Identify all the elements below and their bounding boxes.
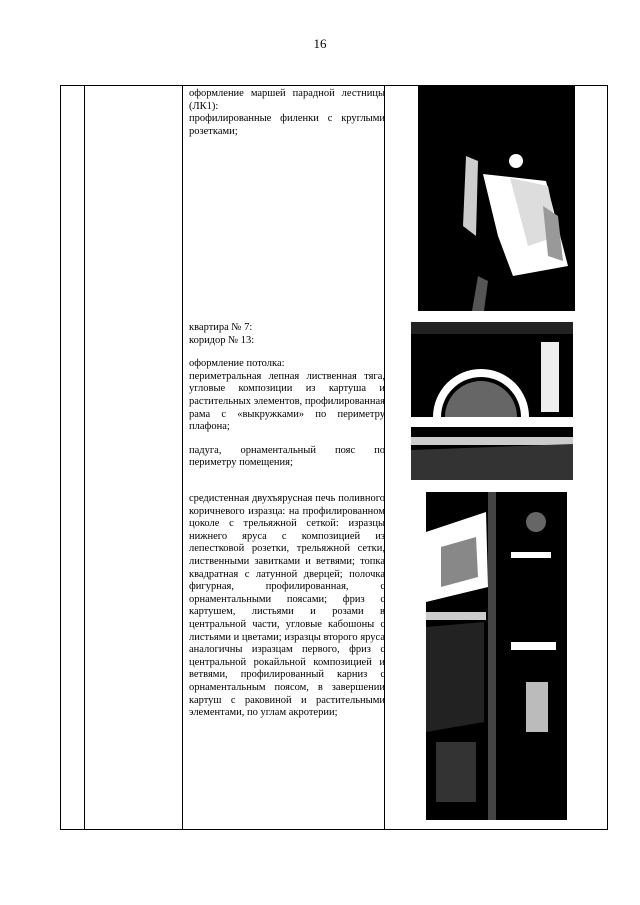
column-divider: [84, 86, 85, 829]
staircase-description: [189, 88, 385, 149]
column-divider: [182, 86, 183, 829]
tiled-stove-photo: [426, 492, 567, 820]
paragraph: квартира № 7: коридор № 13:: [189, 322, 255, 346]
paragraph: профилированные филенки с круглыми розетками;: [189, 113, 385, 137]
paragraph: падуга, орнаментальный пояс по периметру помещения;: [189, 444, 385, 469]
paragraph: средистенная двухъярусная печь поливного коричневого изразца: на профилированном цоколе с трельяжной сеткой: изразцы нижнего яруса с композицией из лепестковой розетки, трельяжной сетки, лиственными завитками и ветвями; топка квадратная с латунной дверцей; полочка фигурная, профилированная, с орнаментальными поясами; фриз с картушем, листьями и розами в центральной части, угловые кабошоны с листьями и цветами; изразцы второго яруса аналогичны изразцам первого, фриз с центральной рокайльной композицией и ветвями, профилированный карниз с орнаментальным поясом, в завершении картуш с раковиной и растительными элементами, по углам акротерии;: [189, 493, 385, 719]
page-number: 16: [313, 36, 327, 51]
ceiling-detail-photo: [411, 322, 573, 480]
corridor-description: [189, 322, 385, 481]
paragraph: оформление потолка: периметральная лепная лиственная тяга, угловые композиции из картуша и растительных элементов, профилированная рама с «выкружками» по периметру плафона;: [189, 358, 385, 433]
stove-description: [189, 493, 385, 731]
paragraph: оформление маршей парадной лестницы (ЛК1):: [189, 88, 385, 112]
staircase-panel-photo: [418, 86, 575, 311]
